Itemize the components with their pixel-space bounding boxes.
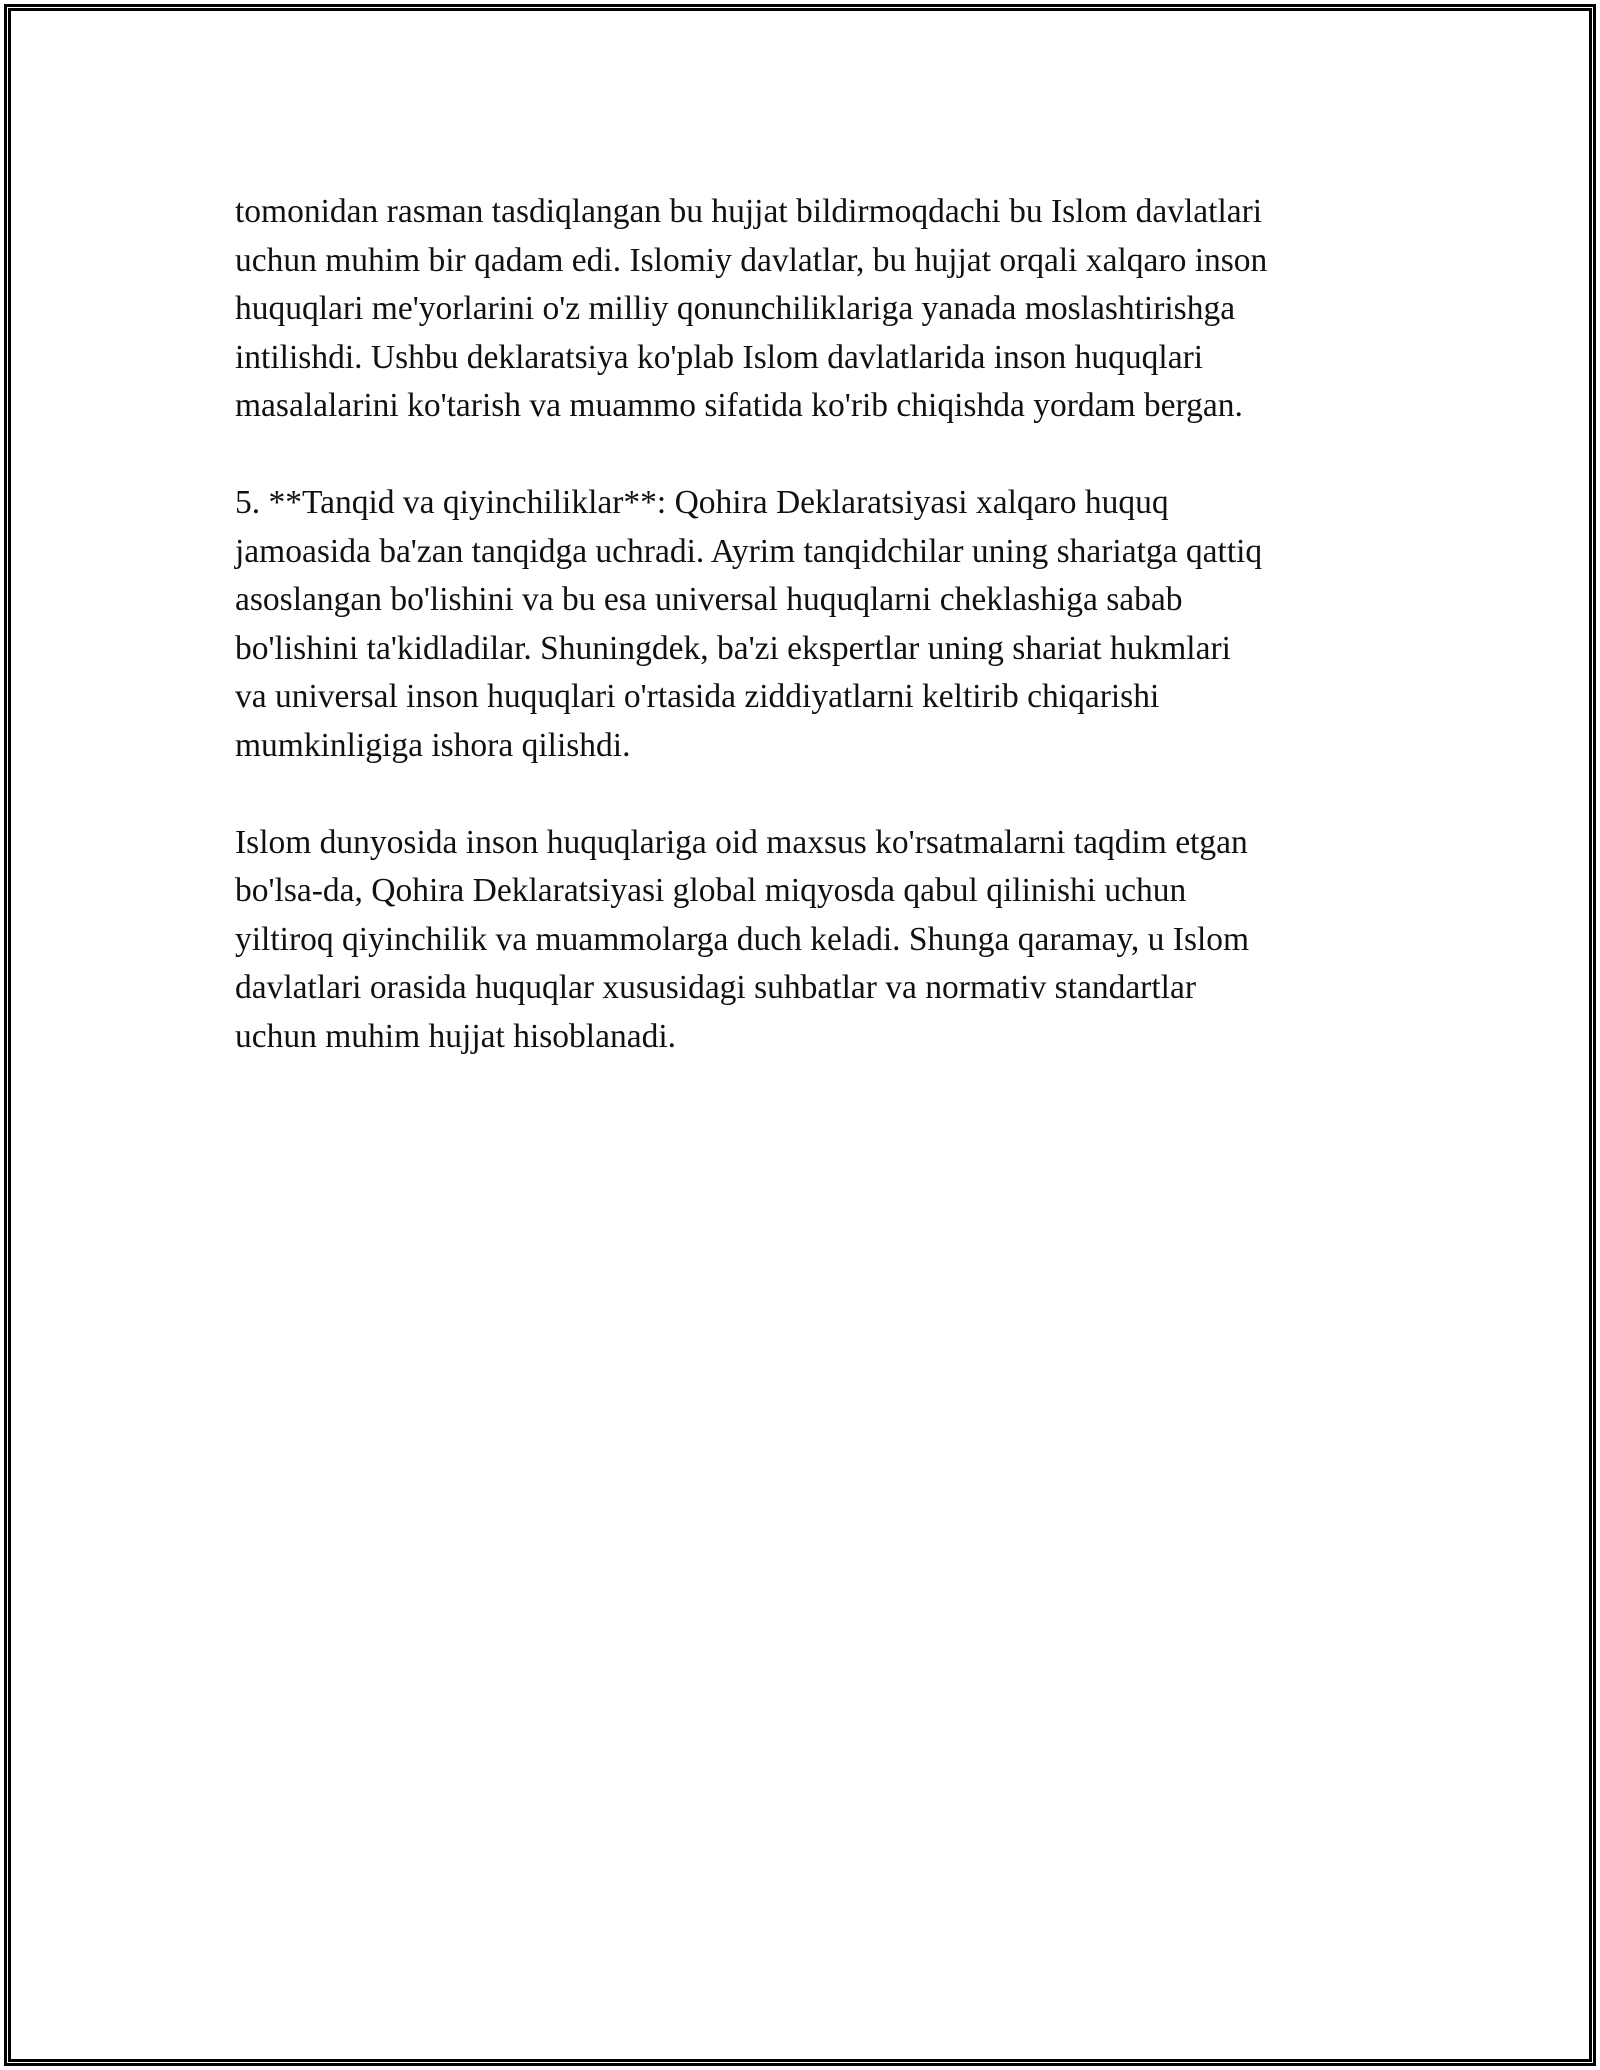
text-line: yiltiroq qiyinchilik va muammolarga duch keladi. Shunga qaramay, u Islom	[235, 920, 1250, 958]
text-line: asoslangan bo'lishini va bu esa universal huquqlarni cheklashiga sabab	[235, 581, 1183, 618]
document-body	[235, 188, 1395, 1110]
text-line: 5. **Tanqid va qiyinchiliklar**: Qohira Deklaratsiyasi xalqaro huquq	[235, 484, 1169, 521]
paragraph-3	[235, 819, 1395, 1062]
text-line: bo'lishini ta'kidladilar. Shuningdek, ba'zi ekspertlar uning shariat hukmlari	[235, 629, 1231, 667]
text-line: mumkinligiga ishora qilishdi.	[235, 726, 631, 764]
text-line: va universal inson huquqlari o'rtasida ziddiyatlarni keltirib chiqarishi	[235, 678, 1160, 715]
text-line: davlatlari orasida huquqlar xususidagi suhbatlar va normativ standartlar	[235, 969, 1196, 1006]
text-line: uchun muhim hujjat hisoblanadi.	[235, 1017, 677, 1055]
text-line: intilishdi. Ushbu deklaratsiya ko'plab Islom davlatlarida inson huquqlari	[235, 338, 1204, 376]
text-line: bo'lsa-da, Qohira Deklaratsiyasi global miqyosda qabul qilinishi uchun	[235, 872, 1187, 909]
paragraph-1	[235, 188, 1395, 431]
text-line: uchun muhim bir qadam edi. Islomiy davlatlar, bu hujjat orqali xalqaro inson	[235, 241, 1268, 279]
text-line: jamoasida ba'zan tanqidga uchradi. Ayrim tanqidchilar uning shariatga qattiq	[235, 532, 1263, 570]
text-line: masalalarini ko'tarish va muammo sifatida ko'rib chiqishda yordam bergan.	[235, 387, 1243, 424]
text-line: Islom dunyosida inson huquqlariga oid maxsus ko'rsatmalarni taqdim etgan	[235, 823, 1248, 861]
text-line: tomonidan rasman tasdiqlangan bu hujjat bildirmoqdachi bu Islom davlatlari	[235, 193, 1263, 230]
text-line: huquqlari me'yorlarini o'z milliy qonunchiliklariga yanada moslashtirishga	[235, 290, 1236, 327]
paragraph-2	[235, 479, 1395, 770]
